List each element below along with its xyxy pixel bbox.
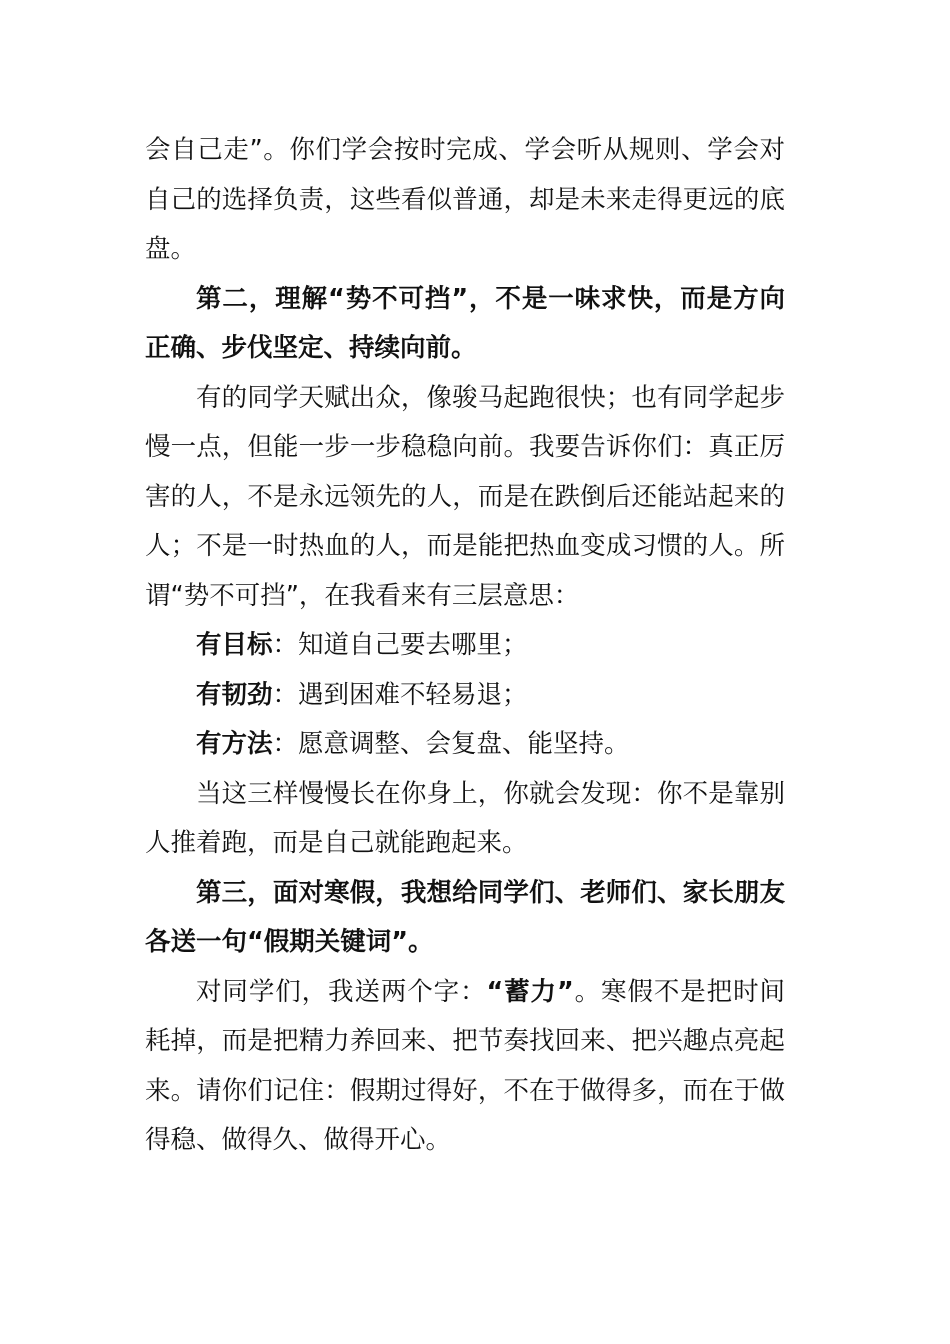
paragraph-text: 。寒假不是把时间耗掉，而是把精力养回来、把节奏找回来、把兴趣点亮起来。请你们记住：假期过得好，不在于做得多，而在于做得稳、做得久、做得开心。: [145, 976, 785, 1155]
list-item-term: 有目标: [196, 630, 273, 660]
list-item-text: ：愿意调整、会复盘、能坚持。: [272, 729, 630, 759]
list-item: [145, 621, 785, 671]
list-item-text: ：知道自己要去哪里；: [272, 630, 528, 660]
paragraph-text: 对同学们，我送两个字：: [196, 976, 487, 1007]
section-heading-2: 第二，理解“势不可挡”，不是一味求快，而是方向正确、步伐坚定、持续向前。: [145, 283, 785, 363]
list-item: [145, 720, 785, 770]
list-item: [145, 671, 785, 721]
three-meanings-list: [145, 621, 785, 770]
section-heading-3: 第三，面对寒假，我想给同学们、老师们、家长朋友各送一句“假期关键词”。: [145, 877, 785, 957]
document-page: [145, 126, 785, 1166]
list-item-term: 有韧劲: [196, 679, 273, 710]
paragraph-continuation: 会自己走”。你们学会按时完成、学会听从规则、学会对自己的选择负责，这些看似普通，却是未来走得更远的底盘。: [145, 135, 785, 264]
paragraph-talent: 有的同学天赋出众，像骏马起跑很快；也有同学起步慢一点，但能一步一步稳稳向前。我要告诉你们：真正厉害的人，不是永远领先的人，而是在跌倒后还能站起来的人；不是一时热血的人，而是能把热血变成习惯的人。所谓“势不可挡”，在我看来有三层意思：: [145, 382, 785, 611]
paragraph-summary: 当这三样慢慢长在你身上，你就会发现：你不是靠别人推着跑，而是自己就能跑起来。: [145, 778, 785, 858]
list-item-term: 有方法: [196, 729, 273, 759]
paragraph-winter-break: [145, 968, 785, 1166]
keyword-emphasis: “蓄力”: [486, 976, 574, 1007]
list-item-text: ：遇到困难不轻易退；: [272, 679, 528, 710]
